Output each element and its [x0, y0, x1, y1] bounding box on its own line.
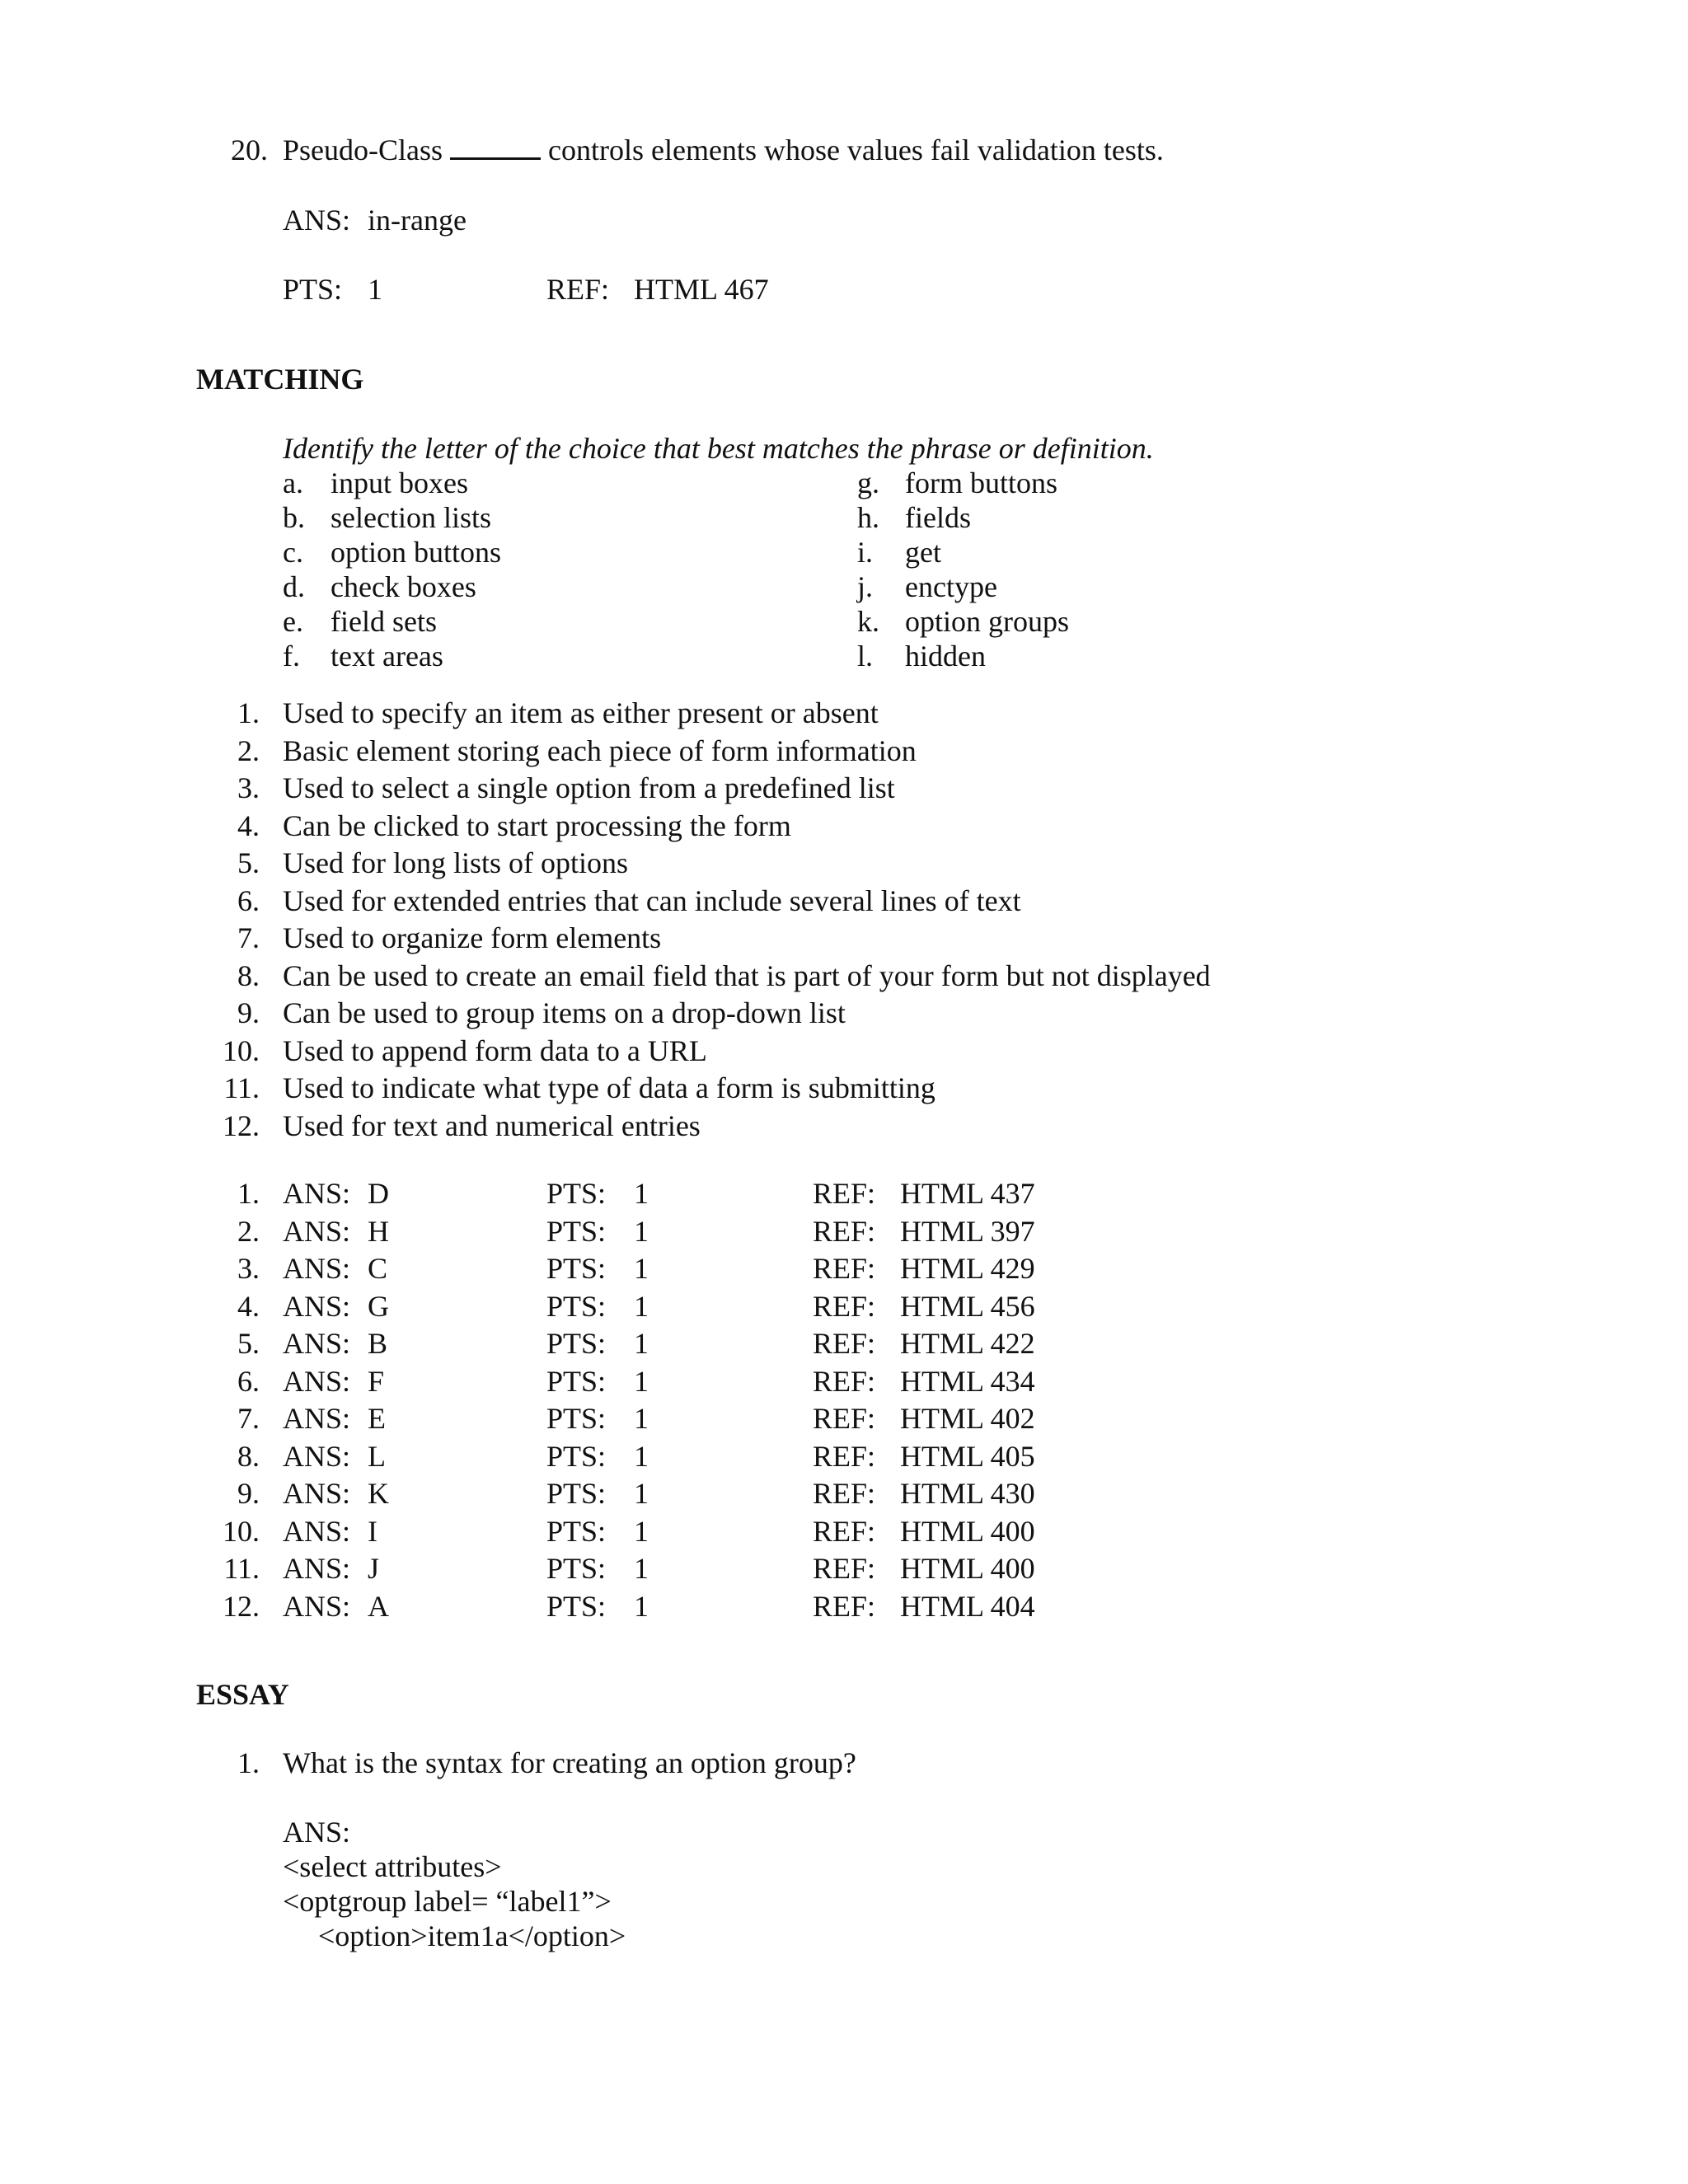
question-text: Basic element storing each piece of form information	[283, 734, 917, 767]
ref-value: HTML 405	[900, 1440, 1035, 1473]
ans-value: A	[368, 1590, 389, 1623]
ref-value: HTML 422	[900, 1327, 1035, 1360]
ans-value: in-range	[368, 204, 467, 237]
answer-number: 1.	[237, 1177, 260, 1210]
ref-label: REF:	[813, 1290, 876, 1323]
choice-text: option buttons	[331, 536, 502, 569]
pts-label: PTS:	[546, 1402, 607, 1435]
question-text: Used to append form data to a URL	[283, 1034, 707, 1067]
ans-label: ANS:	[283, 1365, 351, 1398]
pts-value: 1	[634, 1365, 649, 1398]
ans-label: ANS:	[283, 1252, 351, 1285]
pts-value: 1	[634, 1215, 649, 1248]
ref-label: REF:	[813, 1252, 876, 1285]
ref-label: REF:	[813, 1440, 876, 1473]
choice-text: input boxes	[331, 466, 468, 499]
pts-value: 1	[634, 1477, 649, 1510]
pts-value: 1	[634, 1327, 649, 1360]
ref-label: REF:	[813, 1365, 876, 1398]
question-text: Used for extended entries that can include several lines of text	[283, 884, 1021, 917]
code-line-1: <select attributes>	[283, 1850, 502, 1883]
answer-blank	[450, 133, 541, 160]
pts-value: 1	[634, 1402, 649, 1435]
choice-text: hidden	[905, 640, 986, 673]
question-text: Can be used to group items on a drop-down list	[283, 996, 846, 1029]
answer-number: 10.	[223, 1515, 260, 1548]
question-suffix: controls elements whose values fail validation tests.	[548, 134, 1164, 166]
essay-ans-label: ANS:	[283, 1816, 351, 1849]
ans-label: ANS:	[283, 1590, 351, 1623]
question-number: 6.	[237, 884, 260, 917]
question-prefix: Pseudo-Class	[283, 134, 443, 166]
ref-value: HTML 430	[900, 1477, 1035, 1510]
question-text: Used to organize form elements	[283, 921, 662, 954]
ans-label: ANS:	[283, 1477, 351, 1510]
ans-label: ANS:	[283, 1440, 351, 1473]
choice-letter: i.	[857, 536, 874, 569]
question-number: 4.	[237, 809, 260, 842]
question-text: Used to select a single option from a predefined list	[283, 771, 895, 804]
pts-value: 1	[634, 1177, 649, 1210]
ref-value: HTML 437	[900, 1177, 1035, 1210]
question-number: 7.	[237, 921, 260, 954]
essay-question-number: 1.	[237, 1746, 260, 1779]
ref-label: REF:	[813, 1215, 876, 1248]
choice-letter: h.	[857, 501, 879, 534]
question-number: 1.	[237, 696, 260, 729]
question-number: 9.	[237, 996, 260, 1029]
answer-number: 7.	[237, 1402, 260, 1435]
pts-value: 1	[634, 1515, 649, 1548]
ans-value: L	[368, 1440, 386, 1473]
choice-text: text areas	[331, 640, 443, 673]
answer-number: 12.	[223, 1590, 260, 1623]
choice-letter: g.	[857, 466, 879, 499]
question-text: Can be clicked to start processing the form	[283, 809, 791, 842]
ref-label: REF:	[813, 1177, 876, 1210]
question-number: 11.	[223, 1071, 260, 1104]
pts-label: PTS:	[546, 1552, 607, 1585]
pts-value: 1	[634, 1590, 649, 1623]
ans-label: ANS:	[283, 204, 351, 237]
code-line-3: <option>item1a</option>	[318, 1919, 626, 1952]
question-number: 3.	[237, 771, 260, 804]
choice-letter: e.	[283, 605, 303, 638]
choice-letter: a.	[283, 466, 303, 499]
answer-number: 4.	[237, 1290, 260, 1323]
ans-value: G	[368, 1290, 389, 1323]
ans-value: C	[368, 1252, 388, 1285]
ans-value: I	[368, 1515, 377, 1548]
ref-value: HTML 400	[900, 1515, 1035, 1548]
pts-label: PTS:	[546, 1177, 607, 1210]
answer-number: 11.	[223, 1552, 260, 1585]
ref-value: HTML 429	[900, 1252, 1035, 1285]
matching-instructions: Identify the letter of the choice that best matches the phrase or definition.	[283, 432, 1154, 465]
ans-label: ANS:	[283, 1327, 351, 1360]
ans-label: ANS:	[283, 1515, 351, 1548]
pts-label: PTS:	[546, 1290, 607, 1323]
ref-label: REF:	[813, 1477, 876, 1510]
choice-letter: l.	[857, 640, 874, 673]
ans-label: ANS:	[283, 1290, 351, 1323]
ref-label: REF:	[813, 1590, 876, 1623]
choice-text: selection lists	[331, 501, 491, 534]
ans-label: ANS:	[283, 1402, 351, 1435]
pts-value: 1	[634, 1440, 649, 1473]
pts-label: PTS:	[546, 1327, 607, 1360]
ans-label: ANS:	[283, 1215, 351, 1248]
ans-value: K	[368, 1477, 389, 1510]
pts-label: PTS:	[283, 273, 343, 306]
matching-heading: MATCHING	[196, 363, 364, 396]
pts-label: PTS:	[546, 1515, 607, 1548]
code-line-2: <optgroup label= “label1”>	[283, 1885, 612, 1918]
ref-value: HTML 456	[900, 1290, 1035, 1323]
choice-text: fields	[905, 501, 971, 534]
ans-value: J	[368, 1552, 380, 1585]
answer-number: 6.	[237, 1365, 260, 1398]
answer-number: 9.	[237, 1477, 260, 1510]
choice-letter: b.	[283, 501, 305, 534]
choice-text: check boxes	[331, 570, 476, 603]
choice-letter: d.	[283, 570, 305, 603]
question-text: Used to indicate what type of data a form is submitting	[283, 1071, 935, 1104]
question-text: Used to specify an item as either present or absent	[283, 696, 879, 729]
answer-number: 8.	[237, 1440, 260, 1473]
pts-label: PTS:	[546, 1477, 607, 1510]
ref-value: HTML 400	[900, 1552, 1035, 1585]
question-number: 10.	[223, 1034, 260, 1067]
question-number: 8.	[237, 959, 260, 992]
essay-question-text: What is the syntax for creating an option group?	[283, 1746, 856, 1779]
ans-label: ANS:	[283, 1552, 351, 1585]
question-text: Used for text and numerical entries	[283, 1109, 701, 1142]
pts-label: PTS:	[546, 1590, 607, 1623]
ref-label: REF:	[546, 273, 610, 306]
pts-label: PTS:	[546, 1365, 607, 1398]
question-number: 20.	[231, 134, 268, 166]
ans-value: E	[368, 1402, 386, 1435]
ref-label: REF:	[813, 1552, 876, 1585]
answer-number: 2.	[237, 1215, 260, 1248]
question-text: Can be used to create an email field that is part of your form but not displayed	[283, 959, 1211, 992]
pts-value: 1	[634, 1290, 649, 1323]
ref-label: REF:	[813, 1515, 876, 1548]
choice-text: enctype	[905, 570, 997, 603]
choice-text: field sets	[331, 605, 437, 638]
pts-value: 1	[634, 1552, 649, 1585]
ref-label: REF:	[813, 1402, 876, 1435]
pts-label: PTS:	[546, 1252, 607, 1285]
question-number: 5.	[237, 846, 260, 879]
answer-number: 3.	[237, 1252, 260, 1285]
ref-value: HTML 402	[900, 1402, 1035, 1435]
question-number: 2.	[237, 734, 260, 767]
ans-value: D	[368, 1177, 389, 1210]
question-text	[283, 132, 1164, 168]
ans-value: B	[368, 1327, 388, 1360]
choice-letter: c.	[283, 536, 303, 569]
essay-heading: ESSAY	[196, 1678, 289, 1711]
choice-text: get	[905, 536, 941, 569]
ref-value: HTML 434	[900, 1365, 1035, 1398]
ref-value: HTML 397	[900, 1215, 1035, 1248]
question-number: 12.	[223, 1109, 260, 1142]
ans-value: F	[368, 1365, 385, 1398]
ans-value: H	[368, 1215, 389, 1248]
pts-label: PTS:	[546, 1440, 607, 1473]
ref-value: HTML 404	[900, 1590, 1035, 1623]
ans-label: ANS:	[283, 1177, 351, 1210]
answer-number: 5.	[237, 1327, 260, 1360]
pts-value: 1	[368, 273, 382, 306]
choice-letter: k.	[857, 605, 879, 638]
pts-value: 1	[634, 1252, 649, 1285]
question-text: Used for long lists of options	[283, 846, 628, 879]
choice-letter: f.	[283, 640, 300, 673]
ref-label: REF:	[813, 1327, 876, 1360]
pts-label: PTS:	[546, 1215, 607, 1248]
choice-text: form buttons	[905, 466, 1057, 499]
choice-text: option groups	[905, 605, 1070, 638]
choice-letter: j.	[857, 570, 874, 603]
ref-value: HTML 467	[634, 273, 769, 306]
